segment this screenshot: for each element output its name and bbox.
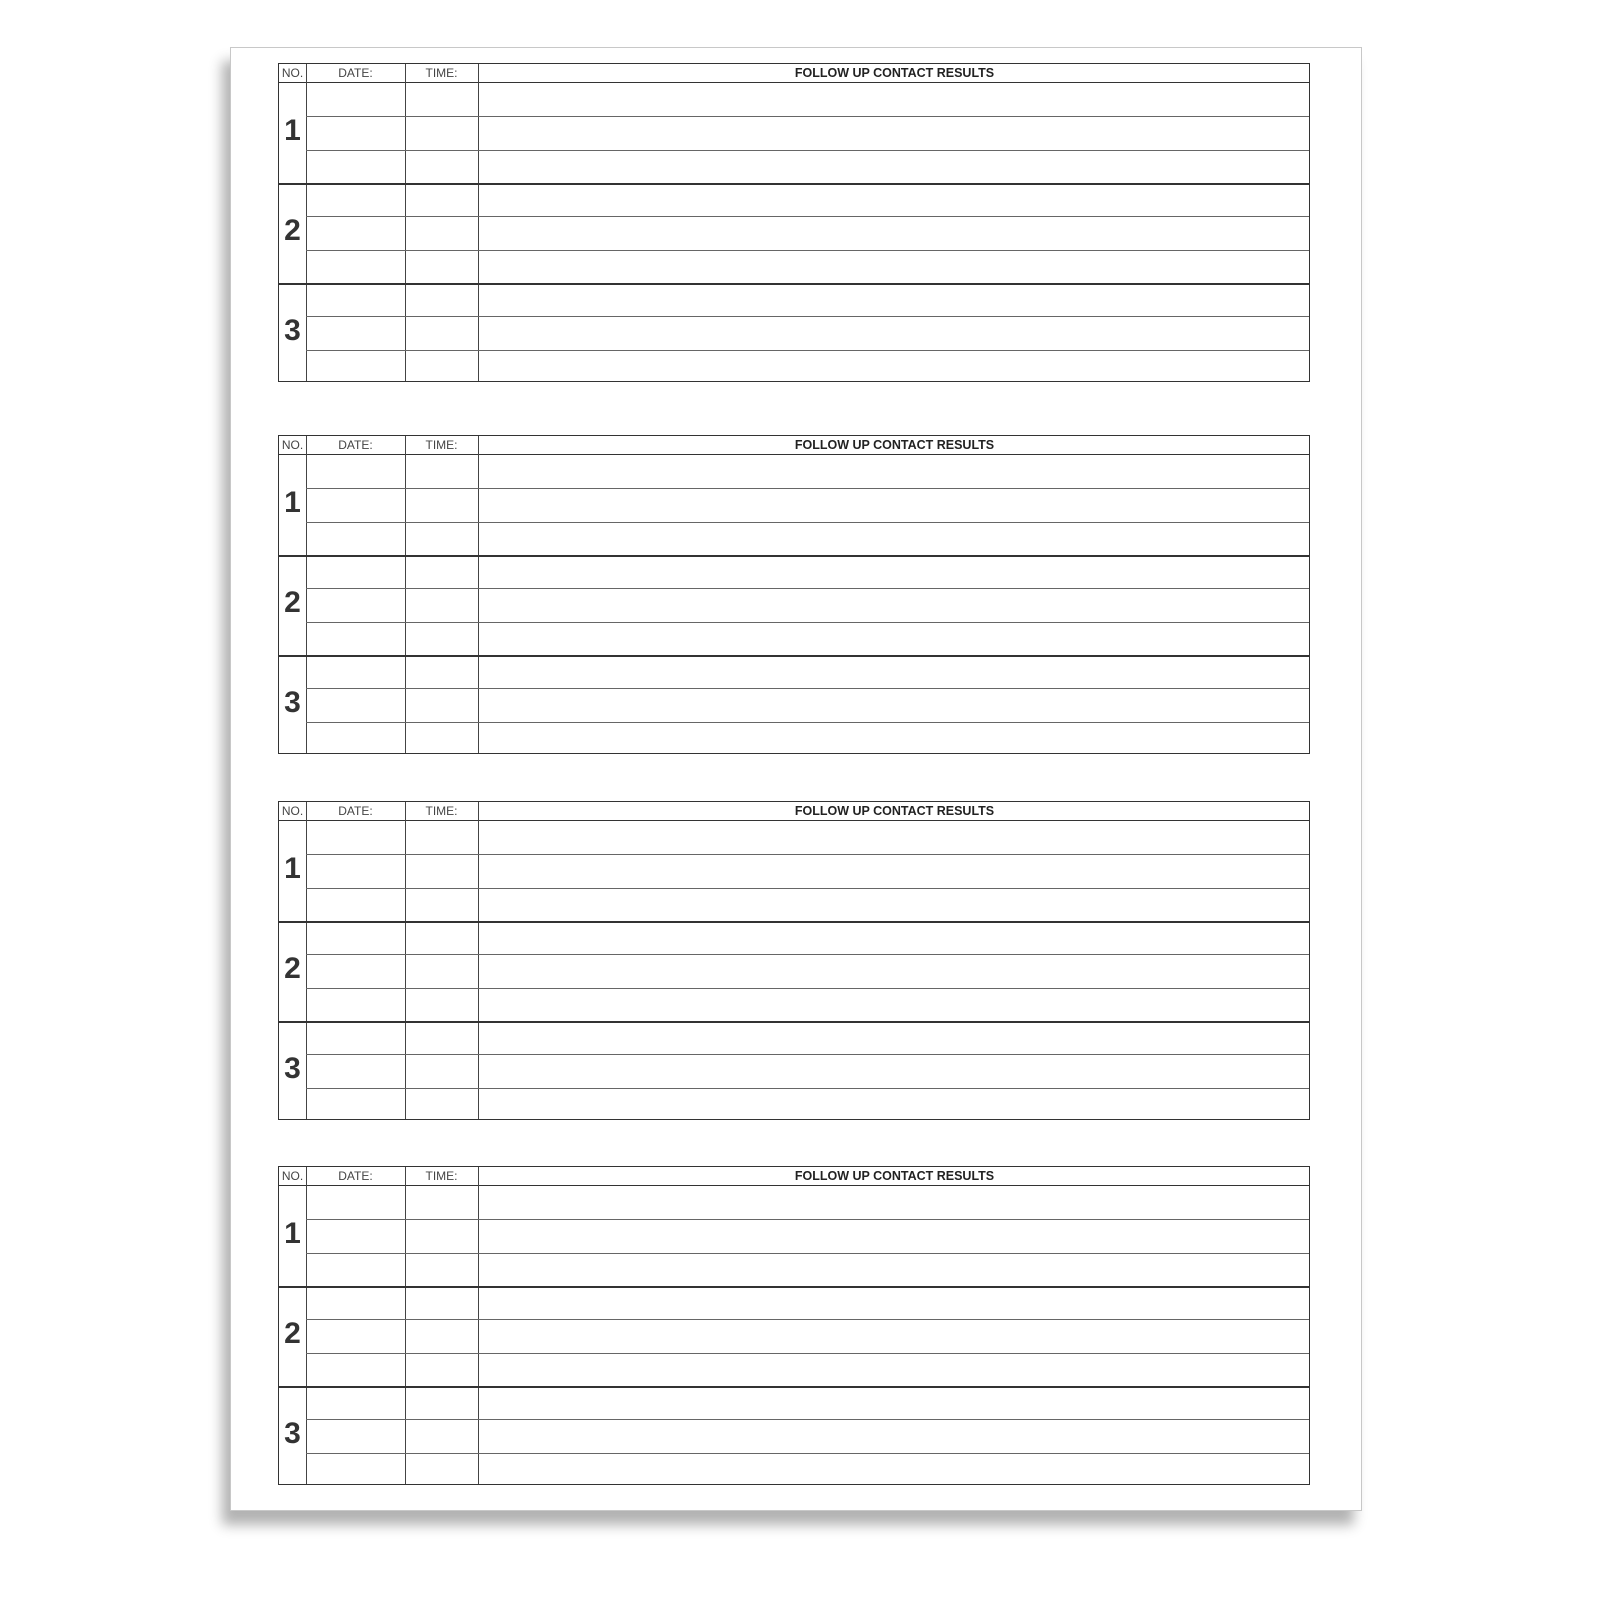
results-field[interactable] bbox=[478, 250, 1311, 283]
time-field[interactable] bbox=[405, 1253, 478, 1286]
time-field[interactable] bbox=[405, 216, 478, 249]
results-field[interactable] bbox=[478, 116, 1311, 149]
header-no: NO. bbox=[281, 438, 304, 452]
header-results: FOLLOW UP CONTACT RESULTS bbox=[794, 438, 995, 452]
time-field[interactable] bbox=[405, 588, 478, 621]
header-results: FOLLOW UP CONTACT RESULTS bbox=[794, 1169, 995, 1183]
time-field[interactable] bbox=[405, 1386, 478, 1419]
time-field[interactable] bbox=[405, 954, 478, 987]
results-field[interactable] bbox=[478, 1253, 1311, 1286]
results-field[interactable] bbox=[478, 821, 1311, 854]
time-field[interactable] bbox=[405, 722, 478, 755]
follow-up-form bbox=[278, 63, 1310, 382]
results-field[interactable] bbox=[478, 921, 1311, 954]
results-field[interactable] bbox=[478, 216, 1311, 249]
date-field[interactable] bbox=[306, 1088, 405, 1121]
results-field[interactable] bbox=[478, 1219, 1311, 1252]
results-field[interactable] bbox=[478, 283, 1311, 316]
time-field[interactable] bbox=[405, 888, 478, 921]
date-field[interactable] bbox=[306, 921, 405, 954]
results-field[interactable] bbox=[478, 1186, 1311, 1219]
date-field[interactable] bbox=[306, 954, 405, 987]
results-field[interactable] bbox=[478, 555, 1311, 588]
date-field[interactable] bbox=[306, 1054, 405, 1087]
date-field[interactable] bbox=[306, 522, 405, 555]
date-field[interactable] bbox=[306, 216, 405, 249]
results-field[interactable] bbox=[478, 622, 1311, 655]
header-results: FOLLOW UP CONTACT RESULTS bbox=[794, 804, 995, 818]
date-field[interactable] bbox=[306, 1353, 405, 1386]
entry-number: 3 bbox=[284, 686, 301, 719]
follow-up-form bbox=[278, 801, 1310, 1120]
results-field[interactable] bbox=[478, 488, 1311, 521]
date-field[interactable] bbox=[306, 655, 405, 688]
date-field[interactable] bbox=[306, 854, 405, 887]
results-field[interactable] bbox=[478, 1286, 1311, 1319]
entry-number: 1 bbox=[284, 1217, 301, 1250]
results-field[interactable] bbox=[478, 655, 1311, 688]
results-field[interactable] bbox=[478, 150, 1311, 183]
time-field[interactable] bbox=[405, 316, 478, 349]
entry-number: 3 bbox=[284, 314, 301, 347]
results-field[interactable] bbox=[478, 1319, 1311, 1352]
date-field[interactable] bbox=[306, 821, 405, 854]
time-field[interactable] bbox=[405, 555, 478, 588]
results-field[interactable] bbox=[478, 722, 1311, 755]
results-field[interactable] bbox=[478, 1453, 1311, 1486]
time-field[interactable] bbox=[405, 1219, 478, 1252]
time-field[interactable] bbox=[405, 250, 478, 283]
time-field[interactable] bbox=[405, 988, 478, 1021]
time-field[interactable] bbox=[405, 488, 478, 521]
entry-number: 1 bbox=[284, 114, 301, 147]
time-field[interactable] bbox=[405, 283, 478, 316]
date-field[interactable] bbox=[306, 722, 405, 755]
date-field[interactable] bbox=[306, 283, 405, 316]
header-time: TIME: bbox=[425, 438, 458, 452]
time-field[interactable] bbox=[405, 854, 478, 887]
results-field[interactable] bbox=[478, 522, 1311, 555]
time-field[interactable] bbox=[405, 83, 478, 116]
header-no: NO. bbox=[281, 66, 304, 80]
time-field[interactable] bbox=[405, 455, 478, 488]
results-field[interactable] bbox=[478, 1021, 1311, 1054]
time-field[interactable] bbox=[405, 1319, 478, 1352]
time-field[interactable] bbox=[405, 183, 478, 216]
date-field[interactable] bbox=[306, 183, 405, 216]
date-field[interactable] bbox=[306, 1453, 405, 1486]
results-field[interactable] bbox=[478, 83, 1311, 116]
follow-up-form bbox=[278, 435, 1310, 754]
time-field[interactable] bbox=[405, 622, 478, 655]
date-field[interactable] bbox=[306, 688, 405, 721]
header-date: DATE: bbox=[338, 1169, 373, 1183]
entry-number: 3 bbox=[284, 1417, 301, 1450]
date-field[interactable] bbox=[306, 1386, 405, 1419]
time-field[interactable] bbox=[405, 921, 478, 954]
results-field[interactable] bbox=[478, 1386, 1311, 1419]
time-field[interactable] bbox=[405, 688, 478, 721]
time-field[interactable] bbox=[405, 1021, 478, 1054]
time-field[interactable] bbox=[405, 1054, 478, 1087]
results-field[interactable] bbox=[478, 1353, 1311, 1386]
results-field[interactable] bbox=[478, 988, 1311, 1021]
date-field[interactable] bbox=[306, 83, 405, 116]
time-field[interactable] bbox=[405, 522, 478, 555]
time-field[interactable] bbox=[405, 350, 478, 383]
entry-number: 3 bbox=[284, 1052, 301, 1085]
entry-number: 2 bbox=[284, 586, 301, 619]
date-field[interactable] bbox=[306, 888, 405, 921]
header-results: FOLLOW UP CONTACT RESULTS bbox=[794, 66, 995, 80]
date-field[interactable] bbox=[306, 116, 405, 149]
entry-number: 2 bbox=[284, 1317, 301, 1350]
time-field[interactable] bbox=[405, 116, 478, 149]
date-field[interactable] bbox=[306, 1219, 405, 1252]
date-field[interactable] bbox=[306, 588, 405, 621]
header-time: TIME: bbox=[425, 1169, 458, 1183]
header-no: NO. bbox=[281, 1169, 304, 1183]
date-field[interactable] bbox=[306, 1253, 405, 1286]
time-field[interactable] bbox=[405, 1286, 478, 1319]
date-field[interactable] bbox=[306, 316, 405, 349]
results-field[interactable] bbox=[478, 455, 1311, 488]
time-field[interactable] bbox=[405, 655, 478, 688]
date-field[interactable] bbox=[306, 455, 405, 488]
time-field[interactable] bbox=[405, 1088, 478, 1121]
time-field[interactable] bbox=[405, 150, 478, 183]
results-field[interactable] bbox=[478, 888, 1311, 921]
time-field[interactable] bbox=[405, 1186, 478, 1219]
results-field[interactable] bbox=[478, 1088, 1311, 1121]
time-field[interactable] bbox=[405, 1419, 478, 1452]
results-field[interactable] bbox=[478, 1419, 1311, 1452]
results-field[interactable] bbox=[478, 1054, 1311, 1087]
results-field[interactable] bbox=[478, 588, 1311, 621]
time-field[interactable] bbox=[405, 821, 478, 854]
results-field[interactable] bbox=[478, 316, 1311, 349]
date-field[interactable] bbox=[306, 1319, 405, 1352]
date-field[interactable] bbox=[306, 1021, 405, 1054]
results-field[interactable] bbox=[478, 350, 1311, 383]
results-field[interactable] bbox=[478, 183, 1311, 216]
header-no: NO. bbox=[281, 804, 304, 818]
header-time: TIME: bbox=[425, 66, 458, 80]
results-field[interactable] bbox=[478, 954, 1311, 987]
date-field[interactable] bbox=[306, 150, 405, 183]
header-date: DATE: bbox=[338, 804, 373, 818]
header-date: DATE: bbox=[338, 66, 373, 80]
entry-number: 2 bbox=[284, 214, 301, 247]
header-time: TIME: bbox=[425, 804, 458, 818]
entry-number: 2 bbox=[284, 952, 301, 985]
results-field[interactable] bbox=[478, 854, 1311, 887]
date-field[interactable] bbox=[306, 488, 405, 521]
date-field[interactable] bbox=[306, 250, 405, 283]
date-field[interactable] bbox=[306, 555, 405, 588]
date-field[interactable] bbox=[306, 988, 405, 1021]
results-field[interactable] bbox=[478, 688, 1311, 721]
time-field[interactable] bbox=[405, 1453, 478, 1486]
date-field[interactable] bbox=[306, 1186, 405, 1219]
follow-up-form bbox=[278, 1166, 1310, 1485]
date-field[interactable] bbox=[306, 1286, 405, 1319]
date-field[interactable] bbox=[306, 622, 405, 655]
entry-number: 1 bbox=[284, 486, 301, 519]
date-field[interactable] bbox=[306, 1419, 405, 1452]
date-field[interactable] bbox=[306, 350, 405, 383]
header-date: DATE: bbox=[338, 438, 373, 452]
time-field[interactable] bbox=[405, 1353, 478, 1386]
entry-number: 1 bbox=[284, 852, 301, 885]
